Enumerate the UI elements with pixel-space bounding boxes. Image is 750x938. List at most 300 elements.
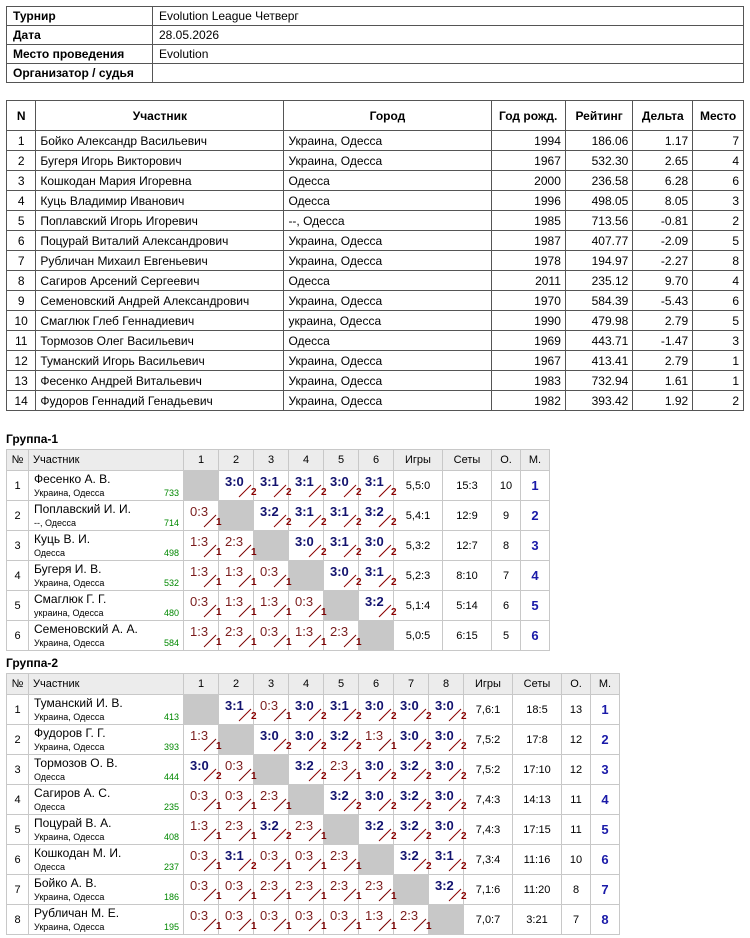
slash-mark (204, 739, 216, 751)
player-city: Украина, Одесса (34, 922, 105, 932)
row-no: 2 (7, 725, 29, 755)
participant-cell: 498.05 (565, 191, 632, 211)
slash-mark (309, 769, 321, 781)
match-score: 3:1 (365, 564, 384, 579)
match-result-cell (359, 471, 397, 501)
match-score: 0:3 (190, 788, 209, 803)
group-row (7, 845, 620, 875)
games-value: 5,1:4 (394, 591, 443, 621)
match-points: 1 (356, 771, 362, 782)
match-score: 0:3 (190, 908, 209, 923)
sets-value: 6:15 (443, 621, 492, 651)
match-result-cell (254, 501, 292, 531)
participant-cell: Украина, Одесса (284, 151, 491, 171)
row-no: 8 (7, 905, 29, 935)
slash-mark (204, 605, 216, 617)
participant-cell: 9 (7, 291, 36, 311)
player-name: Тормозов О. В. (34, 756, 118, 770)
match-result-cell (184, 725, 222, 755)
player-city: Украина, Одесса (34, 832, 105, 842)
points-value: 11 (562, 815, 591, 845)
info-row (7, 64, 744, 83)
match-score: 1:3 (260, 594, 279, 609)
points-value: 9 (492, 501, 521, 531)
slash-mark (449, 769, 461, 781)
match-score: 3:2 (400, 788, 419, 803)
match-points: 2 (426, 801, 432, 812)
slash-mark (204, 889, 216, 901)
match-result-cell (324, 621, 362, 651)
match-points: 2 (321, 711, 327, 722)
slash-mark (414, 919, 426, 931)
slash-mark (414, 709, 426, 721)
slash-mark (344, 635, 356, 647)
match-score: 1:3 (190, 624, 209, 639)
participant-cell: Фудоров Геннадий Генадьевич (36, 391, 284, 411)
match-points: 2 (461, 711, 467, 722)
group-row (7, 591, 550, 621)
match-points: 1 (251, 831, 257, 842)
player-city: Украина, Одесса (34, 578, 105, 588)
match-points: 1 (251, 921, 257, 932)
match-score: 1:3 (225, 564, 244, 579)
participant-cell: 479.98 (565, 311, 632, 331)
slash-mark (449, 709, 461, 721)
match-result-cell (359, 875, 397, 905)
match-result-cell (359, 815, 397, 845)
match-result-cell (394, 905, 432, 935)
match-points: 2 (461, 831, 467, 842)
match-result-cell (429, 725, 467, 755)
participant-row (7, 251, 744, 271)
player-city: украина, Одесса (34, 608, 104, 618)
match-result-cell (254, 905, 292, 935)
match-result-cell (219, 905, 257, 935)
slash-mark (449, 799, 461, 811)
games-value: 5,4:1 (394, 501, 443, 531)
match-points: 1 (251, 801, 257, 812)
group-2-table (6, 673, 620, 935)
slash-mark (379, 889, 391, 901)
player-cell (29, 815, 184, 845)
slash-mark (309, 635, 321, 647)
match-result-cell (289, 531, 327, 561)
match-points: 2 (391, 771, 397, 782)
match-score: 0:3 (260, 698, 279, 713)
row-no: 1 (7, 695, 29, 725)
sets-value: 17:15 (513, 815, 562, 845)
participant-row (7, 171, 744, 191)
group-2-title: Группа-2 (6, 656, 59, 670)
group-header-row (7, 450, 550, 471)
match-score: 2:3 (330, 758, 349, 773)
sets-value: 17:10 (513, 755, 562, 785)
match-result-cell (219, 695, 257, 725)
column-header: Год рожд. (491, 101, 565, 131)
match-score: 3:0 (190, 758, 209, 773)
participant-row (7, 131, 744, 151)
match-result-cell (219, 561, 257, 591)
match-result-cell (324, 785, 362, 815)
match-points: 2 (356, 741, 362, 752)
participant-row (7, 231, 744, 251)
header-opponent: 7 (394, 674, 429, 695)
header-opponent: 1 (184, 450, 219, 471)
match-points: 1 (356, 891, 362, 902)
group-row (7, 755, 620, 785)
row-no: 3 (7, 531, 29, 561)
participant-cell: 1.61 (633, 371, 693, 391)
header-opponent: 8 (429, 674, 464, 695)
group-row (7, 501, 550, 531)
match-points: 1 (286, 921, 292, 932)
match-result-cell (289, 591, 327, 621)
match-points: 2 (461, 741, 467, 752)
match-points: 2 (391, 831, 397, 842)
match-score: 0:3 (295, 848, 314, 863)
match-result-cell (289, 755, 327, 785)
group-row (7, 815, 620, 845)
match-result-cell (429, 755, 467, 785)
participant-cell: 2000 (491, 171, 565, 191)
participant-row (7, 311, 744, 331)
self-cell (324, 591, 359, 621)
match-result-cell (184, 501, 222, 531)
row-no: 1 (7, 471, 29, 501)
games-value: 5,0:5 (394, 621, 443, 651)
match-points: 1 (391, 921, 397, 932)
slash-mark (449, 829, 461, 841)
slash-mark (379, 709, 391, 721)
match-points: 2 (251, 487, 257, 498)
match-score: 0:3 (260, 908, 279, 923)
header-opponent: 6 (359, 450, 394, 471)
slash-mark (309, 545, 321, 557)
player-rating: 195 (163, 922, 179, 932)
player-cell (29, 695, 184, 725)
slash-mark (379, 485, 391, 497)
match-result-cell (324, 695, 362, 725)
player-name: Куць В. И. (34, 532, 91, 546)
participant-cell: Поцурай Виталий Александрович (36, 231, 284, 251)
match-result-cell (219, 531, 257, 561)
match-score: 0:3 (190, 848, 209, 863)
slash-mark (449, 739, 461, 751)
match-score: 2:3 (365, 878, 384, 893)
match-points: 2 (391, 607, 397, 618)
match-result-cell (289, 501, 327, 531)
match-score: 3:2 (365, 504, 384, 519)
player-rating: 444 (163, 772, 179, 782)
points-value: 12 (562, 725, 591, 755)
match-result-cell (184, 785, 222, 815)
participant-cell: 713.56 (565, 211, 632, 231)
match-result-cell (429, 785, 467, 815)
match-points: 2 (461, 801, 467, 812)
header-opponent: 4 (289, 674, 324, 695)
match-result-cell (219, 815, 257, 845)
match-score: 2:3 (225, 818, 244, 833)
match-score: 3:0 (365, 698, 384, 713)
participant-cell: 9.70 (633, 271, 693, 291)
row-no: 6 (7, 621, 29, 651)
participant-row (7, 191, 744, 211)
info-label: Организатор / судья (7, 64, 153, 83)
participant-cell: Семеновский Андрей Александрович (36, 291, 284, 311)
self-cell (289, 561, 324, 591)
participant-cell: 4 (7, 191, 36, 211)
match-result-cell (184, 531, 222, 561)
match-points: 2 (426, 771, 432, 782)
match-score: 3:1 (295, 474, 314, 489)
participant-cell: 11 (7, 331, 36, 351)
place-value: 1 (521, 471, 550, 501)
sets-value: 5:14 (443, 591, 492, 621)
info-row (7, 7, 744, 26)
match-points: 1 (251, 577, 257, 588)
place-value: 5 (521, 591, 550, 621)
match-result-cell (324, 725, 362, 755)
slash-mark (204, 545, 216, 557)
player-city: Украина, Одесса (34, 742, 105, 752)
player-rating: 532 (163, 578, 179, 588)
points-value: 8 (492, 531, 521, 561)
match-points: 2 (286, 831, 292, 842)
match-score: 2:3 (260, 878, 279, 893)
sets-value: 11:20 (513, 875, 562, 905)
slash-mark (274, 485, 286, 497)
match-score: 3:0 (400, 728, 419, 743)
participant-cell: 1 (7, 131, 36, 151)
points-value: 6 (492, 591, 521, 621)
match-points: 2 (321, 741, 327, 752)
match-score: 0:3 (260, 848, 279, 863)
games-value: 7,6:1 (464, 695, 513, 725)
participant-cell: 8 (693, 251, 744, 271)
self-cell (219, 725, 254, 755)
match-points: 1 (426, 921, 432, 932)
match-score: 3:0 (435, 728, 454, 743)
match-score: 3:1 (225, 848, 244, 863)
slash-mark (309, 889, 321, 901)
sets-value: 14:13 (513, 785, 562, 815)
slash-mark (379, 605, 391, 617)
slash-mark (239, 889, 251, 901)
match-result-cell (429, 695, 467, 725)
slash-mark (274, 635, 286, 647)
match-score: 3:2 (400, 758, 419, 773)
participant-cell: 8.05 (633, 191, 693, 211)
participant-cell: Одесса (284, 271, 491, 291)
match-score: 1:3 (190, 818, 209, 833)
group-row (7, 531, 550, 561)
match-result-cell (219, 785, 257, 815)
match-points: 1 (321, 921, 327, 932)
points-value: 8 (562, 875, 591, 905)
match-result-cell (289, 695, 327, 725)
match-points: 1 (216, 891, 222, 902)
match-score: 3:1 (330, 534, 349, 549)
participant-cell: Украина, Одесса (284, 291, 491, 311)
slash-mark (239, 769, 251, 781)
match-result-cell (324, 905, 362, 935)
participant-cell: 5 (693, 231, 744, 251)
participant-cell: 1967 (491, 351, 565, 371)
sets-value: 17:8 (513, 725, 562, 755)
match-points: 2 (391, 711, 397, 722)
slash-mark (414, 829, 426, 841)
games-value: 7,5:2 (464, 755, 513, 785)
place-value: 5 (591, 815, 620, 845)
player-name: Поцурай В. А. (34, 816, 112, 830)
header-opponent: 4 (289, 450, 324, 471)
slash-mark (239, 485, 251, 497)
slash-mark (344, 485, 356, 497)
slash-mark (204, 769, 216, 781)
participant-cell: Украина, Одесса (284, 371, 491, 391)
match-points: 1 (251, 891, 257, 902)
row-no: 5 (7, 815, 29, 845)
match-result-cell (254, 845, 292, 875)
player-rating: 413 (163, 712, 179, 722)
info-value: Evolution (153, 45, 744, 64)
match-points: 1 (321, 861, 327, 872)
match-score: 1:3 (365, 728, 384, 743)
participant-cell: Украина, Одесса (284, 351, 491, 371)
sets-value: 8:10 (443, 561, 492, 591)
match-result-cell (219, 875, 257, 905)
place-value: 6 (591, 845, 620, 875)
self-cell (394, 875, 429, 905)
participant-cell: Туманский Игорь Васильевич (36, 351, 284, 371)
match-score: 2:3 (330, 878, 349, 893)
match-score: 3:2 (260, 504, 279, 519)
match-points: 2 (461, 861, 467, 872)
participant-cell: 186.06 (565, 131, 632, 151)
player-name: Туманский И. В. (34, 696, 123, 710)
match-points: 1 (216, 801, 222, 812)
match-result-cell (324, 561, 362, 591)
place-value: 2 (591, 725, 620, 755)
match-result-cell (184, 591, 222, 621)
slash-mark (379, 739, 391, 751)
group-row (7, 561, 550, 591)
match-score: 3:0 (435, 818, 454, 833)
match-score: 3:0 (295, 534, 314, 549)
match-result-cell (254, 621, 292, 651)
match-score: 1:3 (190, 564, 209, 579)
match-points: 2 (356, 487, 362, 498)
participant-cell: 10 (7, 311, 36, 331)
player-name: Рубличан М. Е. (34, 906, 120, 920)
player-name: Семеновский А. А. (34, 622, 138, 636)
match-score: 3:0 (400, 698, 419, 713)
self-cell (184, 471, 219, 501)
match-score: 3:0 (435, 758, 454, 773)
slash-mark (204, 919, 216, 931)
slash-mark (344, 859, 356, 871)
participant-row (7, 331, 744, 351)
match-points: 1 (251, 637, 257, 648)
place-value: 4 (591, 785, 620, 815)
points-value: 13 (562, 695, 591, 725)
slash-mark (344, 515, 356, 527)
participant-cell: 1994 (491, 131, 565, 151)
match-result-cell (394, 695, 432, 725)
match-score: 3:2 (400, 848, 419, 863)
slash-mark (344, 545, 356, 557)
match-points: 2 (391, 517, 397, 528)
header-no: № (7, 450, 29, 471)
participant-cell: 1.17 (633, 131, 693, 151)
match-points: 1 (391, 741, 397, 752)
match-score: 3:0 (295, 698, 314, 713)
match-points: 2 (321, 487, 327, 498)
column-header: N (7, 101, 36, 131)
slash-mark (379, 769, 391, 781)
participant-cell: 8 (7, 271, 36, 291)
info-value: Evolution League Четверг (153, 7, 744, 26)
games-value: 7,0:7 (464, 905, 513, 935)
games-value: 7,4:3 (464, 785, 513, 815)
slash-mark (309, 515, 321, 527)
place-value: 2 (521, 501, 550, 531)
place-value: 7 (591, 875, 620, 905)
match-score: 0:3 (225, 908, 244, 923)
player-rating: 237 (163, 862, 179, 872)
match-score: 0:3 (190, 504, 209, 519)
slash-mark (274, 829, 286, 841)
participant-cell: 1978 (491, 251, 565, 271)
player-cell (29, 591, 184, 621)
participant-cell: Украина, Одесса (284, 131, 491, 151)
info-label: Место проведения (7, 45, 153, 64)
match-result-cell (254, 471, 292, 501)
self-cell (359, 621, 394, 651)
participant-cell: 2.79 (633, 351, 693, 371)
place-value: 1 (591, 695, 620, 725)
match-points: 1 (286, 607, 292, 618)
row-no: 2 (7, 501, 29, 531)
match-points: 2 (356, 801, 362, 812)
match-result-cell (219, 755, 257, 785)
header-no: № (7, 674, 29, 695)
participant-cell: Одесса (284, 171, 491, 191)
sets-value: 12:9 (443, 501, 492, 531)
match-score: 3:2 (365, 818, 384, 833)
points-value: 7 (562, 905, 591, 935)
match-score: 3:0 (295, 728, 314, 743)
info-row (7, 45, 744, 64)
match-score: 3:0 (365, 788, 384, 803)
participant-cell: 6.28 (633, 171, 693, 191)
participant-cell: 5 (7, 211, 36, 231)
match-score: 3:2 (330, 728, 349, 743)
participant-cell: 413.41 (565, 351, 632, 371)
participant-cell: 1983 (491, 371, 565, 391)
slash-mark (239, 799, 251, 811)
match-result-cell (324, 755, 362, 785)
match-points: 2 (251, 861, 257, 872)
group-row (7, 471, 550, 501)
participant-cell: Смаглюк Глеб Геннадиевич (36, 311, 284, 331)
match-result-cell (219, 845, 257, 875)
slash-mark (309, 709, 321, 721)
match-points: 2 (286, 741, 292, 752)
match-points: 2 (286, 487, 292, 498)
participant-cell: Украина, Одесса (284, 231, 491, 251)
participant-cell: Сагиров Арсений Сергеевич (36, 271, 284, 291)
